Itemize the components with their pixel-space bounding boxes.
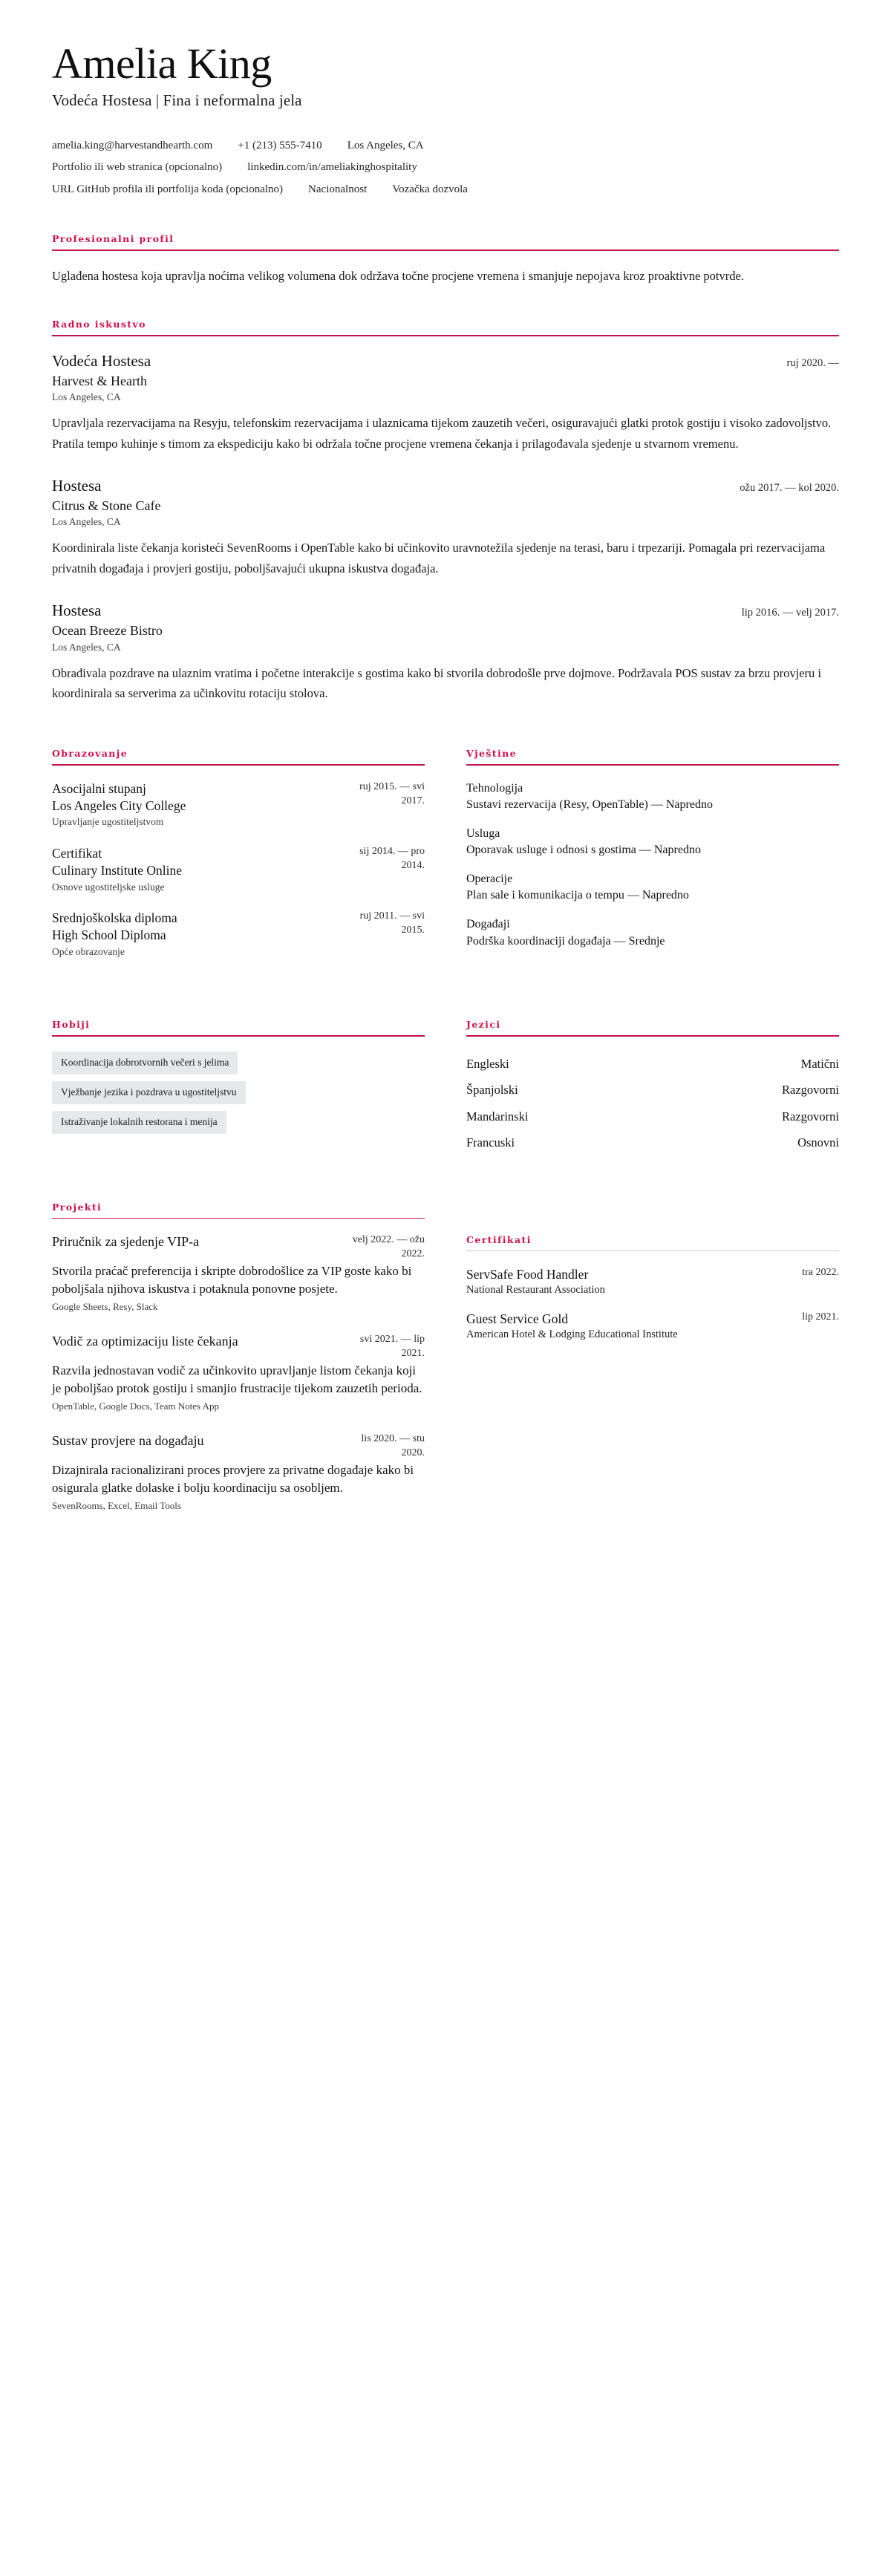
- language-level: Razgovorni: [782, 1109, 839, 1124]
- page-title: Amelia King: [52, 39, 272, 88]
- experience-title: Hostesa: [52, 477, 102, 495]
- skill-category: Usluga: [466, 827, 500, 841]
- spacer: [52, 1157, 839, 1179]
- section-rule: [52, 250, 839, 251]
- language-name: Francuski: [466, 1135, 515, 1150]
- certificate-date: lip 2021.: [802, 1311, 839, 1323]
- contact-phone[interactable]: +1 (213) 555-7410: [238, 140, 322, 152]
- projects-certificates-columns: [52, 1201, 839, 1532]
- contact-nationality: Nacionalnost: [308, 183, 368, 195]
- project-name: Vodič za optimizaciju liste čekanja: [52, 1334, 238, 1349]
- section-rule: [52, 764, 425, 766]
- contact-block: [52, 135, 839, 200]
- skill-category: Događaji: [466, 918, 510, 931]
- spacer: [52, 1179, 839, 1201]
- spacer: [52, 997, 839, 1019]
- project-date: velj 2022. — ožu 2022.: [352, 1234, 425, 1260]
- skill-category: Operacije: [466, 873, 513, 886]
- hobby-chip: Istraživanje lokalnih restorana i menija: [52, 1111, 226, 1134]
- language-row: [466, 1104, 839, 1131]
- experience-title: Hostesa: [52, 601, 102, 620]
- section-heading-hobbies: Hobiji: [52, 1019, 91, 1031]
- headline: Vodeća Hostesa | Fina i neformalna jela: [52, 91, 302, 110]
- skill-group: [466, 916, 839, 949]
- project-name: Sustav provjere na događaju: [52, 1433, 204, 1449]
- contact-portfolio[interactable]: Portfolio ili web stranica (opcionalno): [52, 161, 223, 174]
- experience-date: ožu 2017. — kol 2020.: [740, 482, 839, 494]
- contact-row-3: [52, 179, 839, 200]
- spacer: [52, 725, 839, 748]
- language-level: Matični: [800, 1056, 839, 1071]
- education-note: Upravljanje ugostiteljstvom: [52, 816, 164, 828]
- project-tech: Google Sheets, Resy, Slack: [52, 1301, 158, 1313]
- project-description: Razvila jednostavan vodič za učinkovito upravljanje listom čekanja koji je poboljšao protok gostiju i smanjio frustracije tijekom zauzetih perioda.: [52, 1363, 422, 1396]
- language-level: Osnovni: [797, 1135, 839, 1150]
- contact-email[interactable]: amelia.king@harvestandhearth.com: [52, 140, 213, 152]
- language-row: [466, 1130, 839, 1157]
- language-name: Engleski: [466, 1056, 509, 1071]
- project-date: lis 2020. — stu 2020.: [361, 1433, 425, 1459]
- certificate-issuer: National Restaurant Association: [466, 1284, 605, 1297]
- column-projects: [52, 1201, 425, 1532]
- section-heading-skills: Vještine: [466, 748, 517, 760]
- education-note: Osnove ugostiteljske usluge: [52, 881, 165, 893]
- experience-date: ruj 2020. —: [786, 356, 839, 369]
- education-date: sij 2014. — pro 2014.: [359, 846, 425, 871]
- language-name: Španjolski: [466, 1083, 518, 1098]
- spacer: [52, 974, 839, 997]
- project-item: [52, 1432, 425, 1513]
- section-heading-experience: Radno iskustvo: [52, 319, 146, 330]
- language-level: Razgovorni: [782, 1083, 839, 1098]
- hobby-chip: Vježbanje jezika i pozdrava u ugostiteljstvu: [52, 1081, 246, 1104]
- project-item: [52, 1233, 425, 1314]
- column-education: [52, 748, 425, 974]
- resume-header: [52, 39, 839, 200]
- certificate-item: [466, 1266, 839, 1297]
- experience-header: [52, 476, 839, 495]
- certificate-name: ServSafe Food Handler: [466, 1267, 589, 1282]
- contact-drivers-license: Vozačka dozvola: [392, 183, 468, 195]
- experience-header: [52, 351, 839, 371]
- project-description: Dizajnirala racionalizirani proces provjere za privatne događaje kako bi osigurala glatke dolaske i bolju koordinaciju sa osobljem.: [52, 1462, 414, 1496]
- experience-item: [52, 601, 839, 703]
- section-heading-projects: Projekti: [52, 1201, 102, 1213]
- skill-group: [466, 780, 839, 813]
- section-heading-languages: Jezici: [466, 1019, 501, 1031]
- experience-description: Obrađivala pozdrave na ulaznim vratima i početne interakcije s gostima kako bi stvorila dobrodošle prve dojmove. Podržavala POS sustav za brzu provjeru i koordinirala sa serverima za učinkovitu rotaciju stolova.: [52, 665, 821, 700]
- experience-location: Los Angeles, CA: [52, 391, 121, 403]
- experience-title: Vodeća Hostesa: [52, 351, 151, 370]
- project-date: svi 2021. — lip 2021.: [359, 1334, 425, 1360]
- experience-location: Los Angeles, CA: [52, 641, 121, 653]
- language-row: [466, 1077, 839, 1104]
- experience-item: [52, 351, 839, 454]
- section-heading-certificates: Certifikati: [466, 1233, 532, 1245]
- education-date: ruj 2011. — svi 2015.: [359, 910, 425, 936]
- section-rule: [52, 1218, 425, 1219]
- section-rule: [52, 335, 839, 336]
- language-row: [466, 1051, 839, 1078]
- column-languages: [466, 1019, 839, 1157]
- experience-company: Harvest & Hearth: [52, 374, 147, 389]
- education-degree: Asocijalni stupanj: [52, 780, 146, 796]
- certificate-issuer: American Hotel & Lodging Educational Institute: [466, 1328, 678, 1340]
- education-degree: Certifikat: [52, 846, 102, 861]
- section-rule: [466, 1035, 839, 1037]
- contact-github[interactable]: URL GitHub profila ili portfolija koda (opcionalno): [52, 183, 284, 195]
- contact-linkedin[interactable]: linkedin.com/in/ameliakinghospitality: [247, 161, 417, 174]
- certificate-item: [466, 1311, 839, 1342]
- project-description: Stvorila praćač preferencija i skripte dobrodošlice za VIP goste kako bi poboljšala njihova iskustva i potaknula ponovne posjete.: [52, 1264, 412, 1297]
- education-school: Los Angeles City College: [52, 798, 186, 813]
- experience-location: Los Angeles, CA: [52, 516, 121, 528]
- education-note: Opće obrazovanje: [52, 945, 125, 957]
- column-certificates: [466, 1201, 839, 1355]
- section-experience: [52, 319, 839, 703]
- skill-group: [466, 871, 839, 904]
- skill-detail: Sustavi rezervacija (Resy, OpenTable) — Napredno: [466, 798, 713, 812]
- project-name: Priručnik za sjedenje VIP-a: [52, 1234, 200, 1250]
- experience-company: Ocean Breeze Bistro: [52, 623, 163, 639]
- education-item: [52, 780, 425, 829]
- skill-detail: Podrška koordinaciji događaja — Srednje: [466, 934, 665, 948]
- skill-detail: Plan sale i komunikacija o tempu — Napredno: [466, 889, 689, 902]
- experience-item: [52, 476, 839, 578]
- profile-text: Uglađena hostesa koja upravlja noćima velikog volumena dok održava točne procjene vremena i smanjuje nepojava kroz proaktivne potvrde.: [52, 268, 744, 283]
- column-skills: [466, 748, 839, 962]
- project-item: [52, 1333, 425, 1413]
- skill-category: Tehnologija: [466, 781, 523, 795]
- project-tech: SevenRooms, Excel, Email Tools: [52, 1500, 181, 1512]
- experience-header: [52, 601, 839, 620]
- section-heading-profile: Profesionalni profil: [52, 232, 174, 244]
- section-heading-education: Obrazovanje: [52, 748, 128, 760]
- education-degree: Srednjoškolska diploma: [52, 910, 177, 926]
- section-rule: [466, 764, 839, 766]
- experience-description: Koordinirala liste čekanja koristeći SevenRooms i OpenTable kako bi učinkovito uravnotežila sjedenje na terasi, baru i trpezariji. Pomagala pri rezervacijama privatnih događaja i provjeri gostiju, poboljšavajući ukupna iskustva događaja.: [52, 541, 826, 575]
- section-profile: [52, 233, 839, 286]
- hobby-chip: Koordinacija dobrotvornih večeri s jelima: [52, 1051, 238, 1075]
- experience-description: Upravljala rezervacijama na Resyju, telefonskim rezervacijama i ulaznicama tijekom zauzetih večeri, osiguravajući glatki protok gostiju i visoko zadovoljstvo. Pratila tempo kuhinje s timom za ekspediciju kako bi održala točne procjene vremena čekanja i prilagođavala sjedenje u stvarnom vremenu.: [52, 416, 832, 451]
- skill-detail: Oporavak usluge i odnosi s gostima — Napredno: [466, 844, 701, 857]
- education-school: Culinary Institute Online: [52, 862, 182, 878]
- contact-row-1: [52, 135, 839, 157]
- spacer: [52, 308, 839, 319]
- experience-date: lip 2016. — velj 2017.: [741, 607, 839, 619]
- project-tech: OpenTable, Google Docs, Team Notes App: [52, 1401, 220, 1412]
- section-rule: [52, 1035, 425, 1037]
- contact-row-2: [52, 157, 839, 178]
- experience-company: Citrus & Stone Cafe: [52, 498, 161, 514]
- certificate-date: tra 2022.: [802, 1267, 839, 1279]
- skill-group: [466, 826, 839, 858]
- education-item: [52, 845, 425, 893]
- education-item: [52, 910, 425, 958]
- section-rule: [466, 1250, 839, 1252]
- language-name: Mandarinski: [466, 1109, 529, 1124]
- contact-location: Los Angeles, CA: [347, 140, 424, 152]
- education-date: ruj 2015. — svi 2017.: [359, 780, 425, 806]
- education-skills-columns: [52, 748, 839, 974]
- hobbies-languages-columns: [52, 1019, 839, 1157]
- certificate-name: Guest Service Gold: [466, 1311, 569, 1326]
- column-hobbies: [52, 1019, 425, 1141]
- education-school: High School Diploma: [52, 927, 166, 942]
